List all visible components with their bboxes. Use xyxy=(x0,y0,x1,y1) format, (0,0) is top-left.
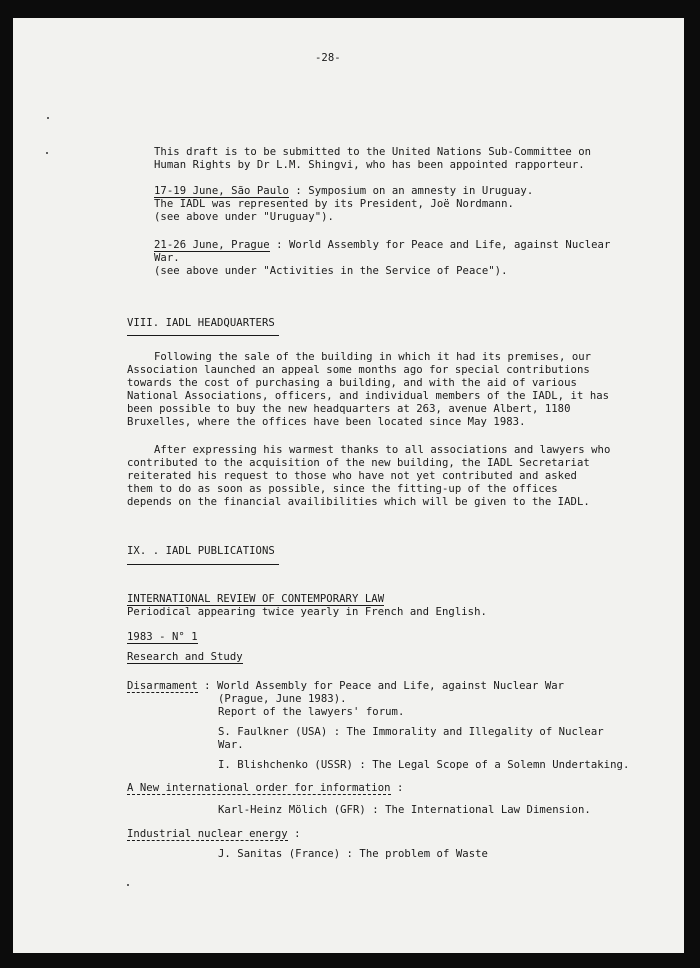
paragraph-line: National Associations, officers, and individual members of the IADL, it has xyxy=(127,390,610,402)
article-entry: S. Faulkner (USA) : The Immorality and Illegality of Nuclear xyxy=(218,726,604,738)
page-number: -28- xyxy=(315,52,341,64)
event-text: : World Assembly for Peace and Life, against Nuclear xyxy=(269,239,611,251)
intro-line: Human Rights by Dr L.M. Shingvi, who has been appointed rapporteur. xyxy=(154,159,585,171)
topic-label: Disarmament xyxy=(127,680,198,692)
margin-mark xyxy=(46,152,48,154)
event-text: : Symposium on an amnesty in Uruguay. xyxy=(289,185,534,197)
paragraph-line: Bruxelles, where the offices have been located since May 1983. xyxy=(127,416,526,428)
heading-rule xyxy=(127,564,279,565)
article-entry: War. xyxy=(218,739,244,751)
event-line: (see above under "Uruguay"). xyxy=(154,211,334,223)
subsection-label: Research and Study xyxy=(127,651,243,663)
topic-entry: Industrial nuclear energy : xyxy=(127,828,301,840)
event-entry xyxy=(154,239,610,252)
paragraph-line: been possible to buy the new headquarters at 263, avenue Albert, 1180 xyxy=(127,403,571,415)
review-title: INTERNATIONAL REVIEW OF CONTEMPORARY LAW xyxy=(127,593,385,605)
article-entry: J. Sanitas (France) : The problem of Waste xyxy=(218,848,488,860)
event-line: The IADL was represented by its President, Joë Nordmann. xyxy=(154,198,514,210)
issue-number: 1983 - N° 1 xyxy=(127,631,198,643)
event-date: 21-26 June, Prague xyxy=(154,239,270,251)
paragraph-line: towards the cost of purchasing a building, and with the aid of various xyxy=(127,377,577,389)
paragraph-line: reiterated his request to those who have not yet contributed and asked xyxy=(127,470,577,482)
topic-line: Report of the lawyers' forum. xyxy=(218,706,405,718)
intro-line: This draft is to be submitted to the United Nations Sub-Committee on xyxy=(154,146,592,158)
event-date: 17-19 June, São Paulo xyxy=(154,185,289,197)
event-line: War. xyxy=(154,252,180,264)
paragraph-line: After expressing his warmest thanks to all associations and lawyers who xyxy=(154,444,611,456)
paragraph-line: Following the sale of the building in which it had its premises, our xyxy=(154,351,592,363)
article-entry: I. Blishchenko (USSR) : The Legal Scope of a Solemn Undertaking. xyxy=(218,759,630,771)
section-heading: IX. . IADL PUBLICATIONS xyxy=(127,545,275,557)
document-page xyxy=(13,18,684,953)
topic-line: (Prague, June 1983). xyxy=(218,693,347,705)
heading-rule xyxy=(127,335,279,336)
review-subtitle: Periodical appearing twice yearly in French and English. xyxy=(127,606,487,618)
topic-label: Industrial nuclear energy xyxy=(127,828,288,840)
margin-mark xyxy=(127,884,129,886)
article-entry: Karl-Heinz Mölich (GFR) : The International Law Dimension. xyxy=(218,804,591,816)
section-heading: VIII. IADL HEADQUARTERS xyxy=(127,317,275,329)
paragraph-line: Association launched an appeal some months ago for special contributions xyxy=(127,364,590,376)
topic-entry: A New international order for information : xyxy=(127,782,404,794)
topic-entry: Disarmament : World Assembly for Peace and Life, against Nuclear War xyxy=(127,680,565,692)
paragraph-line: depends on the financial availibilities which will be given to the IADL. xyxy=(127,496,590,508)
paragraph-line: them to do as soon as possible, since the fitting-up of the offices xyxy=(127,483,558,495)
paragraph-line: contributed to the acquisition of the new building, the IADL Secretariat xyxy=(127,457,590,469)
event-entry xyxy=(154,185,533,198)
margin-mark xyxy=(47,117,49,119)
topic-label: A New international order for information xyxy=(127,782,391,794)
event-line: (see above under "Activities in the Service of Peace"). xyxy=(154,265,508,277)
